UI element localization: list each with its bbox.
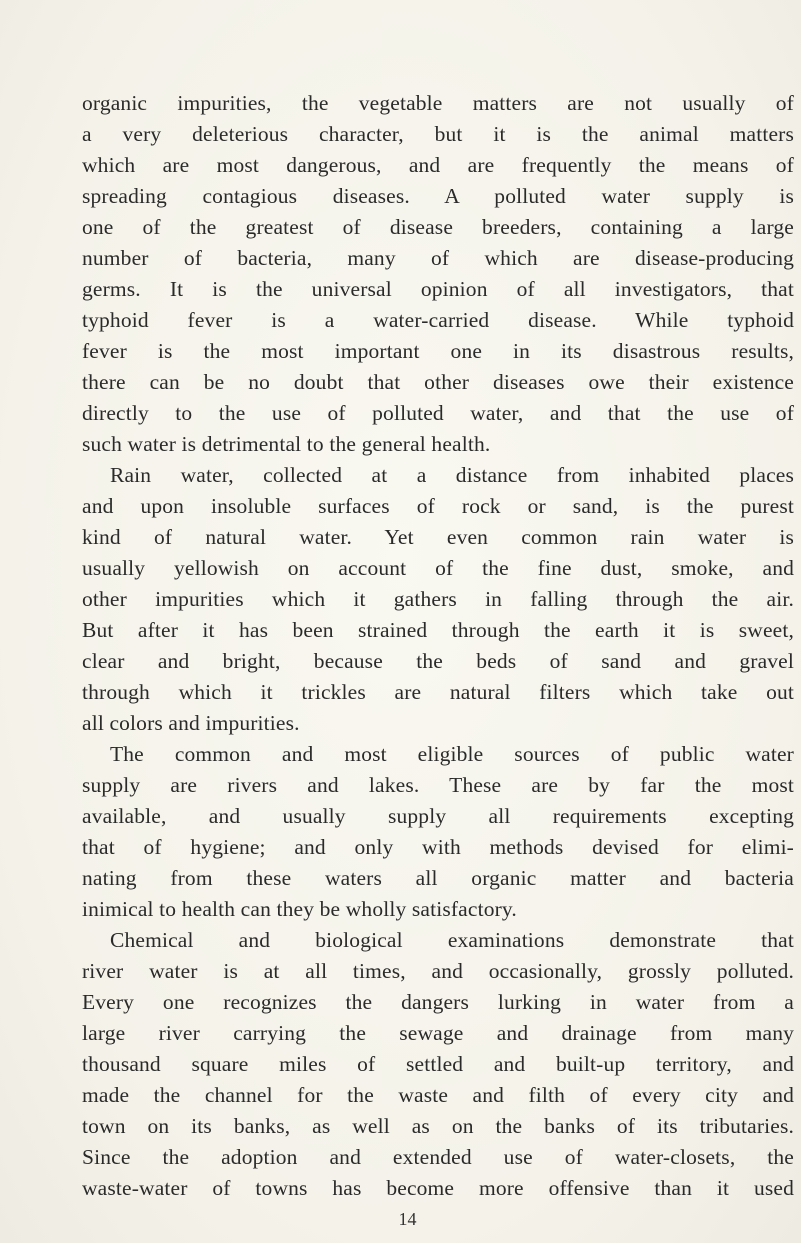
text-line: one of the greatest of disease breeders, containing a large: [82, 215, 794, 239]
text-line: typhoid fever is a water-carried disease. While typhoid: [82, 308, 794, 332]
text-line: organic impurities, the vegetable matters are not usually of: [82, 91, 794, 115]
text-line: waste-water of towns has become more offensive than it used: [82, 1176, 794, 1200]
text-line: spreading contagious diseases. A polluted water supply is: [82, 184, 794, 208]
text-line: large river carrying the sewage and drainage from many: [82, 1021, 794, 1045]
text-line: germs. It is the universal opinion of all investigators, that: [82, 277, 794, 301]
text-line: river water is at all times, and occasionally, grossly polluted.: [82, 959, 794, 983]
text-line: made the channel for the waste and filth of every city and: [82, 1083, 794, 1107]
text-line: nating from these waters all organic matter and bacteria: [82, 866, 794, 890]
text-line: which are most dangerous, and are frequently the means of: [82, 153, 794, 177]
text-line: other impurities which it gathers in falling through the air.: [82, 587, 794, 611]
text-line: supply are rivers and lakes. These are by far the most: [82, 773, 794, 797]
paragraph: [82, 460, 794, 739]
text-line: clear and bright, because the beds of sand and gravel: [82, 649, 794, 673]
text-column: [82, 88, 794, 1204]
text-line: The common and most eligible sources of public water: [110, 742, 794, 766]
page-number: 14: [398, 1209, 417, 1229]
text-line: through which it trickles are natural filters which take out: [82, 680, 794, 704]
text-line: a very deleterious character, but it is the animal matters: [82, 122, 794, 146]
text-line: there can be no doubt that other diseases owe their existence: [82, 370, 794, 394]
text-line: directly to the use of polluted water, and that the use of: [82, 401, 794, 425]
text-line: kind of natural water. Yet even common rain water is: [82, 525, 794, 549]
text-line: number of bacteria, many of which are disease-producing: [82, 246, 794, 270]
text-line: town on its banks, as well as on the banks of its tributaries.: [82, 1114, 794, 1138]
paragraph: [82, 925, 794, 1204]
text-line: Chemical and biological examinations demonstrate that: [110, 928, 794, 952]
text-line: Rain water, collected at a distance from inhabited places: [110, 463, 794, 487]
paragraph: [82, 739, 794, 925]
text-line: that of hygiene; and only with methods devised for elimi-: [82, 835, 794, 859]
text-line: But after it has been strained through the earth it is sweet,: [82, 618, 794, 642]
text-line: usually yellowish on account of the fine dust, smoke, and: [82, 556, 794, 580]
text-line: thousand square miles of settled and built-up territory, and: [82, 1052, 794, 1076]
text-line: inimical to health can they be wholly satisfactory.: [82, 897, 517, 921]
text-line: available, and usually supply all requirements excepting: [82, 804, 794, 828]
text-line: fever is the most important one in its disastrous results,: [82, 339, 794, 363]
paragraph: [82, 88, 794, 460]
text-line: Every one recognizes the dangers lurking in water from a: [82, 990, 794, 1014]
text-line: and upon insoluble surfaces of rock or sand, is the purest: [82, 494, 794, 518]
text-line: such water is detrimental to the general health.: [82, 432, 491, 456]
text-line: all colors and impurities.: [82, 711, 300, 735]
text-line: Since the adoption and extended use of water-closets, the: [82, 1145, 794, 1169]
